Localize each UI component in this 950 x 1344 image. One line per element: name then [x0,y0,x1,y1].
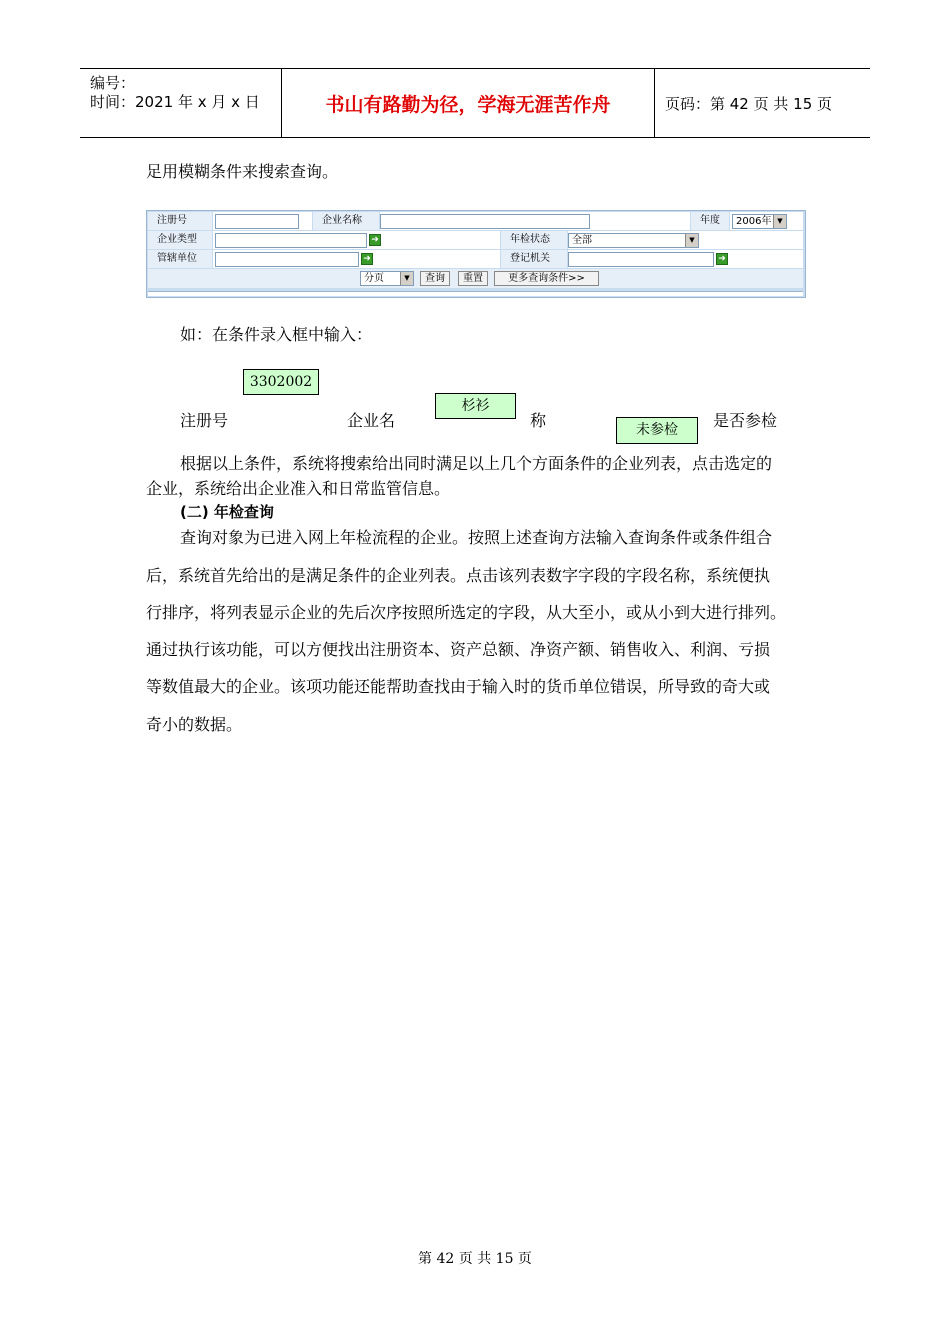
reg-no-label: 注册号 [148,212,212,230]
reg-no-example-box: 3302002 [243,369,319,395]
para1-line2: 企业，系统给出企业准入和日常监管信息。 [146,479,451,498]
paging-select[interactable] [360,271,414,286]
search-form [146,210,806,298]
number-label: 编号： [90,74,136,92]
company-name-example-box: 杉衫 [435,393,516,419]
arrow-right-icon[interactable]: ➜ [361,253,373,265]
inspection-status-select[interactable] [568,233,699,248]
header-motto: 书山有路勤为径，学海无涯苦作舟 [282,69,655,137]
example-intro: 如：在条件录入框中输入： [180,325,373,344]
arrow-right-icon[interactable]: ➜ [716,253,728,265]
paging-select-value: 分页 [364,273,384,284]
section-heading: (二) 年检查询 [180,503,274,521]
inspection-status-value: 全部 [572,235,592,246]
chevron-down-icon: ▼ [773,215,786,228]
header-meta [80,69,282,137]
page-footer: 第 42 页 共 15 页 [418,1251,532,1267]
para2-line: 奇小的数据。 [146,715,243,734]
para2-line: 行排序，将列表显示企业的先后次序按照所选定的字段，从大至小，或从小到大进行排列。 [146,603,787,622]
reg-no-input[interactable] [215,214,299,229]
query-button[interactable]: 查询 [420,271,450,286]
more-conditions-button[interactable]: 更多查询条件>> [494,271,599,286]
para2-line: 通过执行该功能，可以方便找出注册资本、资产总额、净资产额、销售收入、利润、亏损 [146,640,771,659]
authority-input[interactable] [215,252,359,267]
company-name-input[interactable] [380,214,590,229]
intro-line: 足用模糊条件来搜索查询。 [146,162,339,181]
para1-line1: 根据以上条件，系统将搜索给出同时满足以上几个方面条件的企业列表，点击选定的 [180,454,773,473]
authority-label: 管辖单位 [148,250,212,268]
year-select-value: 2006年 [736,216,772,227]
registration-authority-label: 登记机关 [501,250,567,268]
para2-line: 后，系统首先给出的是满足条件的企业列表。点击该列表数字字段的字段名称，系统便执 [146,566,771,585]
chevron-down-icon: ▼ [400,272,413,285]
year-select[interactable] [732,214,787,229]
company-name-label: 企业名称 [313,212,379,230]
page-header [80,68,870,138]
form-bottom-bar [148,291,803,296]
reg-no-example-label: 注册号 [180,411,229,430]
header-page-info: 页码：第 42 页 共 15 页 [665,94,833,113]
para2-line: 查询对象为已进入网上年检流程的企业。按照上述查询方法输入查询条件或条件组合 [180,528,773,547]
reset-button[interactable]: 重置 [458,271,488,286]
time-label: 时间：2021 年 x 月 x 日 [90,93,260,111]
para2-line: 等数值最大的企业。该项功能还能帮助查找由于输入时的货币单位错误，所导致的奇大或 [146,677,771,696]
arrow-right-icon[interactable]: ➜ [369,234,381,246]
company-name-example-label-b: 称 [530,411,547,430]
status-example-box: 未参检 [616,417,698,444]
status-example-label: 是否参检 [713,411,778,430]
year-label: 年度 [691,212,729,230]
company-type-input[interactable] [215,233,367,248]
company-name-example-label-a: 企业名 [347,411,396,430]
chevron-down-icon: ▼ [685,234,698,247]
company-type-label: 企业类型 [148,231,212,249]
registration-authority-input[interactable] [568,252,714,267]
inspection-status-label: 年检状态 [501,231,567,249]
